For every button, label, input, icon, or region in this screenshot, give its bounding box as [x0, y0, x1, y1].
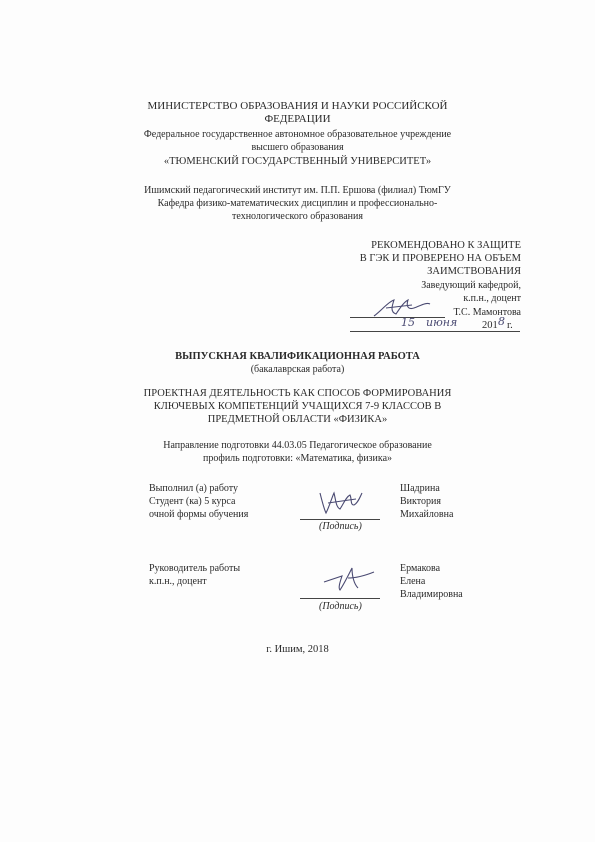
supervisor-patronymic: Владимировна: [400, 589, 463, 600]
supervisor-name: Елена: [400, 576, 426, 587]
author-surname: Шадрина: [400, 483, 440, 494]
author-role-line-2: Студент (ка) 5 курса: [149, 496, 236, 507]
institution-line-1: Федеральное государственное автономное образовательное учреждение: [143, 129, 452, 140]
supervisor-signature-line: [300, 598, 380, 599]
author-signature-image: [316, 487, 364, 517]
author-name: Виктория: [400, 496, 441, 507]
supervisor-role-line-2: к.п.н., доцент: [149, 576, 207, 587]
approval-line-2: В ГЭК И ПРОВЕРЕНО НА ОБЪЕМ: [359, 253, 521, 264]
thesis-title-line-3: ПРЕДМЕТНОЙ ОБЛАСТИ «ФИЗИКА»: [207, 414, 388, 425]
department-line-1: Кафедра физико-математических дисциплин и профессионально-: [157, 198, 438, 209]
supervisor-role-line-1: Руководитель работы: [149, 563, 241, 574]
date-month: июня: [426, 316, 458, 329]
approval-line-1: РЕКОМЕНДОВАНО К ЗАЩИТЕ: [371, 240, 521, 251]
city-year: г. Ишим, 2018: [266, 644, 329, 655]
supervisor-signature-image: [318, 562, 378, 592]
author-signature-line: [300, 519, 380, 520]
approval-line-3: ЗАИМСТВОВАНИЯ: [427, 266, 521, 277]
supervisor-signature-caption: (Подпись): [319, 601, 362, 612]
department-line-2: технологического образования: [232, 211, 363, 222]
approval-name: Т.С. Мамонтова: [453, 307, 521, 318]
author-signature-caption: (Подпись): [319, 521, 362, 532]
date-year-suffix: 8: [498, 315, 505, 328]
work-type: ВЫПУСКНАЯ КВАЛИФИКАЦИОННАЯ РАБОТА: [175, 351, 420, 362]
work-subtype: (бакалаврская работа): [250, 364, 345, 375]
direction: Направление подготовки 44.03.05 Педагогическое образование: [163, 440, 432, 451]
university-name: «ТЮМЕНСКИЙ ГОСУДАРСТВЕННЫЙ УНИВЕРСИТЕТ»: [163, 156, 432, 167]
institute-name: Ишимский педагогический институт им. П.П. Ершова (филиал) ТюмГУ: [144, 185, 451, 196]
thesis-title-line-2: КЛЮЧЕВЫХ КОМПЕТЕНЦИЙ УЧАЩИХСЯ 7-9 КЛАССОВ В: [153, 401, 442, 412]
approval-role: Заведующий кафедрой,: [421, 280, 521, 291]
author-role-line-3: очной формы обучения: [149, 509, 249, 520]
date-year-prefix: 201: [482, 320, 498, 331]
date-day: 15: [401, 316, 415, 329]
date-g: г.: [507, 320, 513, 331]
author-patronymic: Михайловна: [400, 509, 454, 520]
profile: профиль подготовки: «Математика, физика»: [202, 453, 393, 464]
institution-line-2: высшего образования: [251, 142, 344, 153]
approval-degree: к.п.н., доцент: [463, 293, 521, 304]
ministry-line-1: МИНИСТЕРСТВО ОБРАЗОВАНИЯ И НАУКИ РОССИЙСКОЙ: [147, 100, 448, 112]
supervisor-surname: Ермакова: [400, 563, 441, 574]
thesis-title-line-1: ПРОЕКТНАЯ ДЕЯТЕЛЬНОСТЬ КАК СПОСОБ ФОРМИРОВАНИЯ: [143, 388, 452, 399]
author-role-line-1: Выполнил (а) работу: [149, 483, 239, 494]
ministry-line-2: ФЕДЕРАЦИИ: [264, 113, 331, 125]
